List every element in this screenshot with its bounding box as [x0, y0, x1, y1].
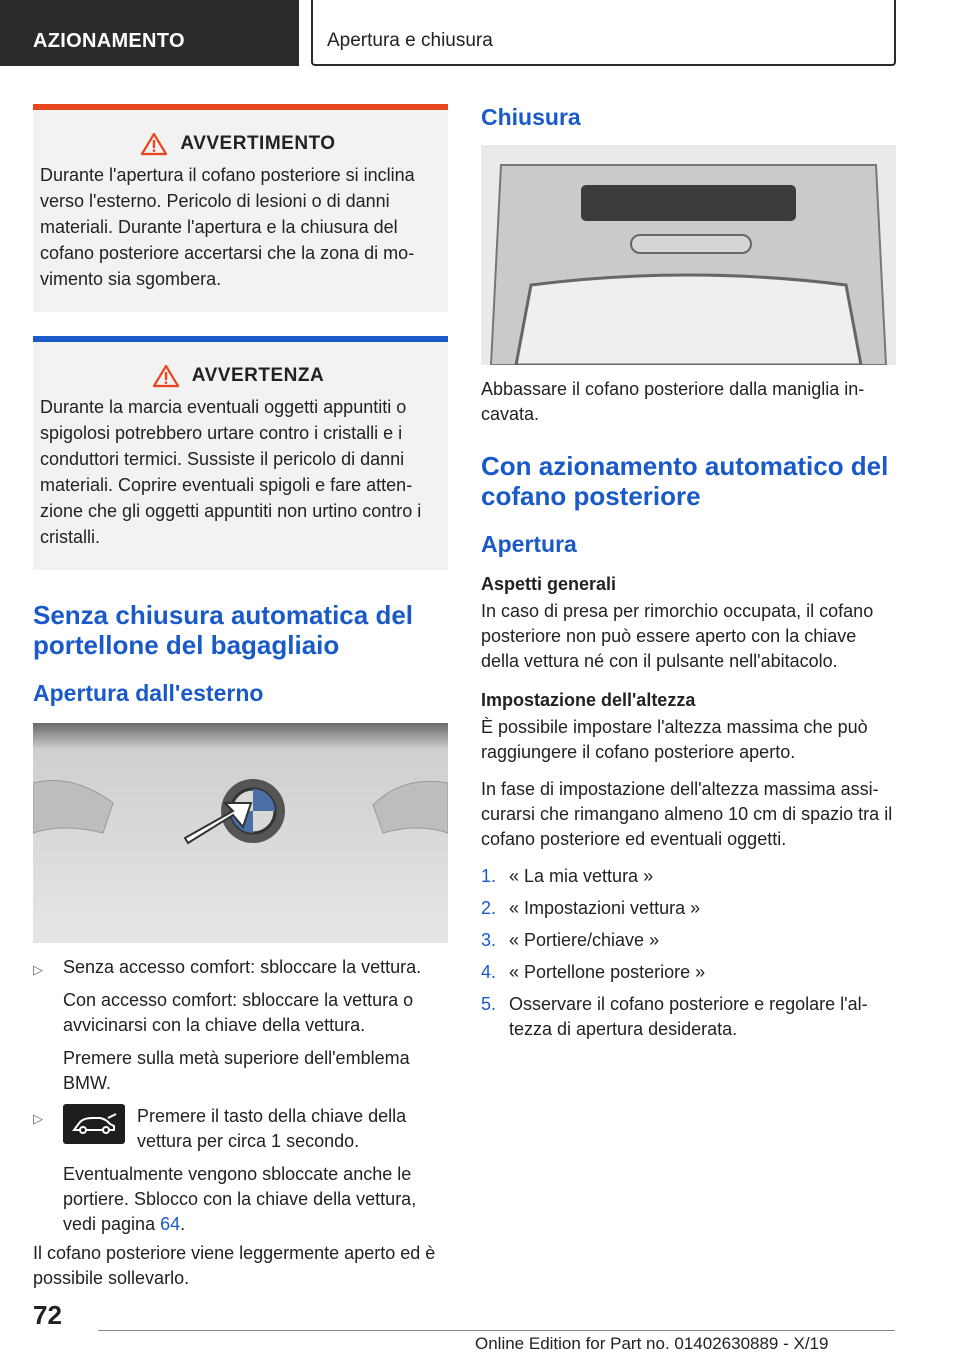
- tailgate-emblem-illustration: [33, 723, 448, 943]
- list-item: ▷ Senza accesso comfort: sbloccare la vettura. Con accesso comfort: sbloccare la vettura o avvicinarsi con la chiave della vettura. Premere sulla metà superiore dell'emblema BMW.: [33, 957, 422, 1093]
- list-item: ▷ Premere il tasto della chiave della vettura per circa 1 secondo. Eventualmente vengono sbloccate anche le portiere. Sblocco con la chiave della vettura, vedi pagina 64.: [33, 1106, 417, 1234]
- page-reference-link[interactable]: 64: [160, 1214, 181, 1234]
- tailgate-handle-illustration: [481, 145, 896, 365]
- warning-title: AVVERTIMENTO: [180, 133, 336, 154]
- key-tailgate-button-icon: [63, 1104, 125, 1144]
- tailgate-emblem-image: [33, 723, 448, 943]
- notice-text: Durante la marcia eventuali oggetti appuntiti o spigolosi potrebbero urtare contro i cristalli e i conduttori termici. Sussiste il pericolo di danni materiali. Coprire eventuali spigoli e fare atten- zione che gli oggetti appuntiti non urtino contro i cristalli.: [40, 397, 422, 547]
- page-header: [0, 0, 960, 66]
- warning-triangle-icon: [140, 132, 168, 156]
- footer-divider: [98, 1330, 895, 1331]
- subsection-heading: Chiusura: [481, 104, 581, 130]
- page-number: 72: [33, 1300, 62, 1330]
- triangle-bullet-icon: ▷: [33, 1111, 43, 1126]
- topic-heading: Aspetti generali: [481, 574, 617, 594]
- subsection-heading: Apertura: [481, 531, 577, 557]
- warning-box-red: [33, 104, 448, 312]
- chapter-title: Apertura e chiusura: [311, 0, 896, 66]
- step-item: 4. « Portellone posteriore »: [481, 962, 706, 982]
- notice-title: AVVERTENZA: [191, 365, 325, 386]
- right-column: Chiusura Abbassare il cofano posteriore dalla maniglia in- cavata. Con azionamento automatico del cofano posteriore Apertura Aspetti generali In caso di presa per rimorchio occupata, il cofano posteriore non può essere aperto con la chiave della vettura né con il pulsante nell'abitacolo. Impostazione dell'altezza È possibile impostare l'altezza massima che può raggiungere il cofano posteriore aperto. In fase di impostazione dell'altezza massima assi- curarsi che rimangano almeno 10 cm di spazio tra il cofano posteriore ed eventuali oggetti. 1. « La mia vettura » 2. « Impostazioni vettura » 3. « Portiere/chiave » 4. « Portellone posteriore » 5. Osservare il cofano posteriore e regolare l'al- tezza di apertura desiderata.: [481, 104, 896, 1049]
- closing-instruction: Abbassare il cofano posteriore dalla maniglia in- cavata.: [481, 379, 865, 424]
- subsection-heading: Apertura dall'esterno: [33, 680, 264, 706]
- left-column: [33, 104, 448, 1303]
- notice-box-blue: [33, 336, 448, 570]
- step-item: 3. « Portiere/chiave »: [481, 930, 660, 950]
- section-heading: Con azionamento automatico del cofano posteriore: [481, 451, 889, 511]
- warning-text: Durante l'apertura il cofano posteriore si inclina verso l'esterno. Pericolo di lesioni o di danni materiali. Durante l'apertura e la chiusura del cofano posteriore accertarsi che la zona di mo- vimento sia sgombera.: [40, 165, 415, 289]
- triangle-bullet-icon: ▷: [33, 962, 43, 977]
- warning-triangle-icon: [152, 364, 180, 388]
- section-tab: AZIONAMENTO: [0, 0, 299, 66]
- closing-paragraph: Il cofano posteriore viene leggermente aperto ed è possibile sollevarlo.: [33, 1243, 436, 1288]
- step-item: 1. « La mia vettura »: [481, 866, 654, 886]
- footer-edition: Online Edition for Part no. 01402630889 - X/19: [475, 1334, 829, 1353]
- step-item: 2. « Impostazioni vettura »: [481, 898, 701, 918]
- section-heading: Senza chiusura automatica del portellone del bagagliaio: [33, 600, 414, 660]
- topic-heading: Impostazione dell'altezza: [481, 690, 696, 710]
- steps-list: [481, 864, 896, 1042]
- step-item: 5. Osservare il cofano posteriore e regolare l'al- tezza di apertura desiderata.: [481, 994, 868, 1039]
- tailgate-handle-image: [481, 145, 896, 365]
